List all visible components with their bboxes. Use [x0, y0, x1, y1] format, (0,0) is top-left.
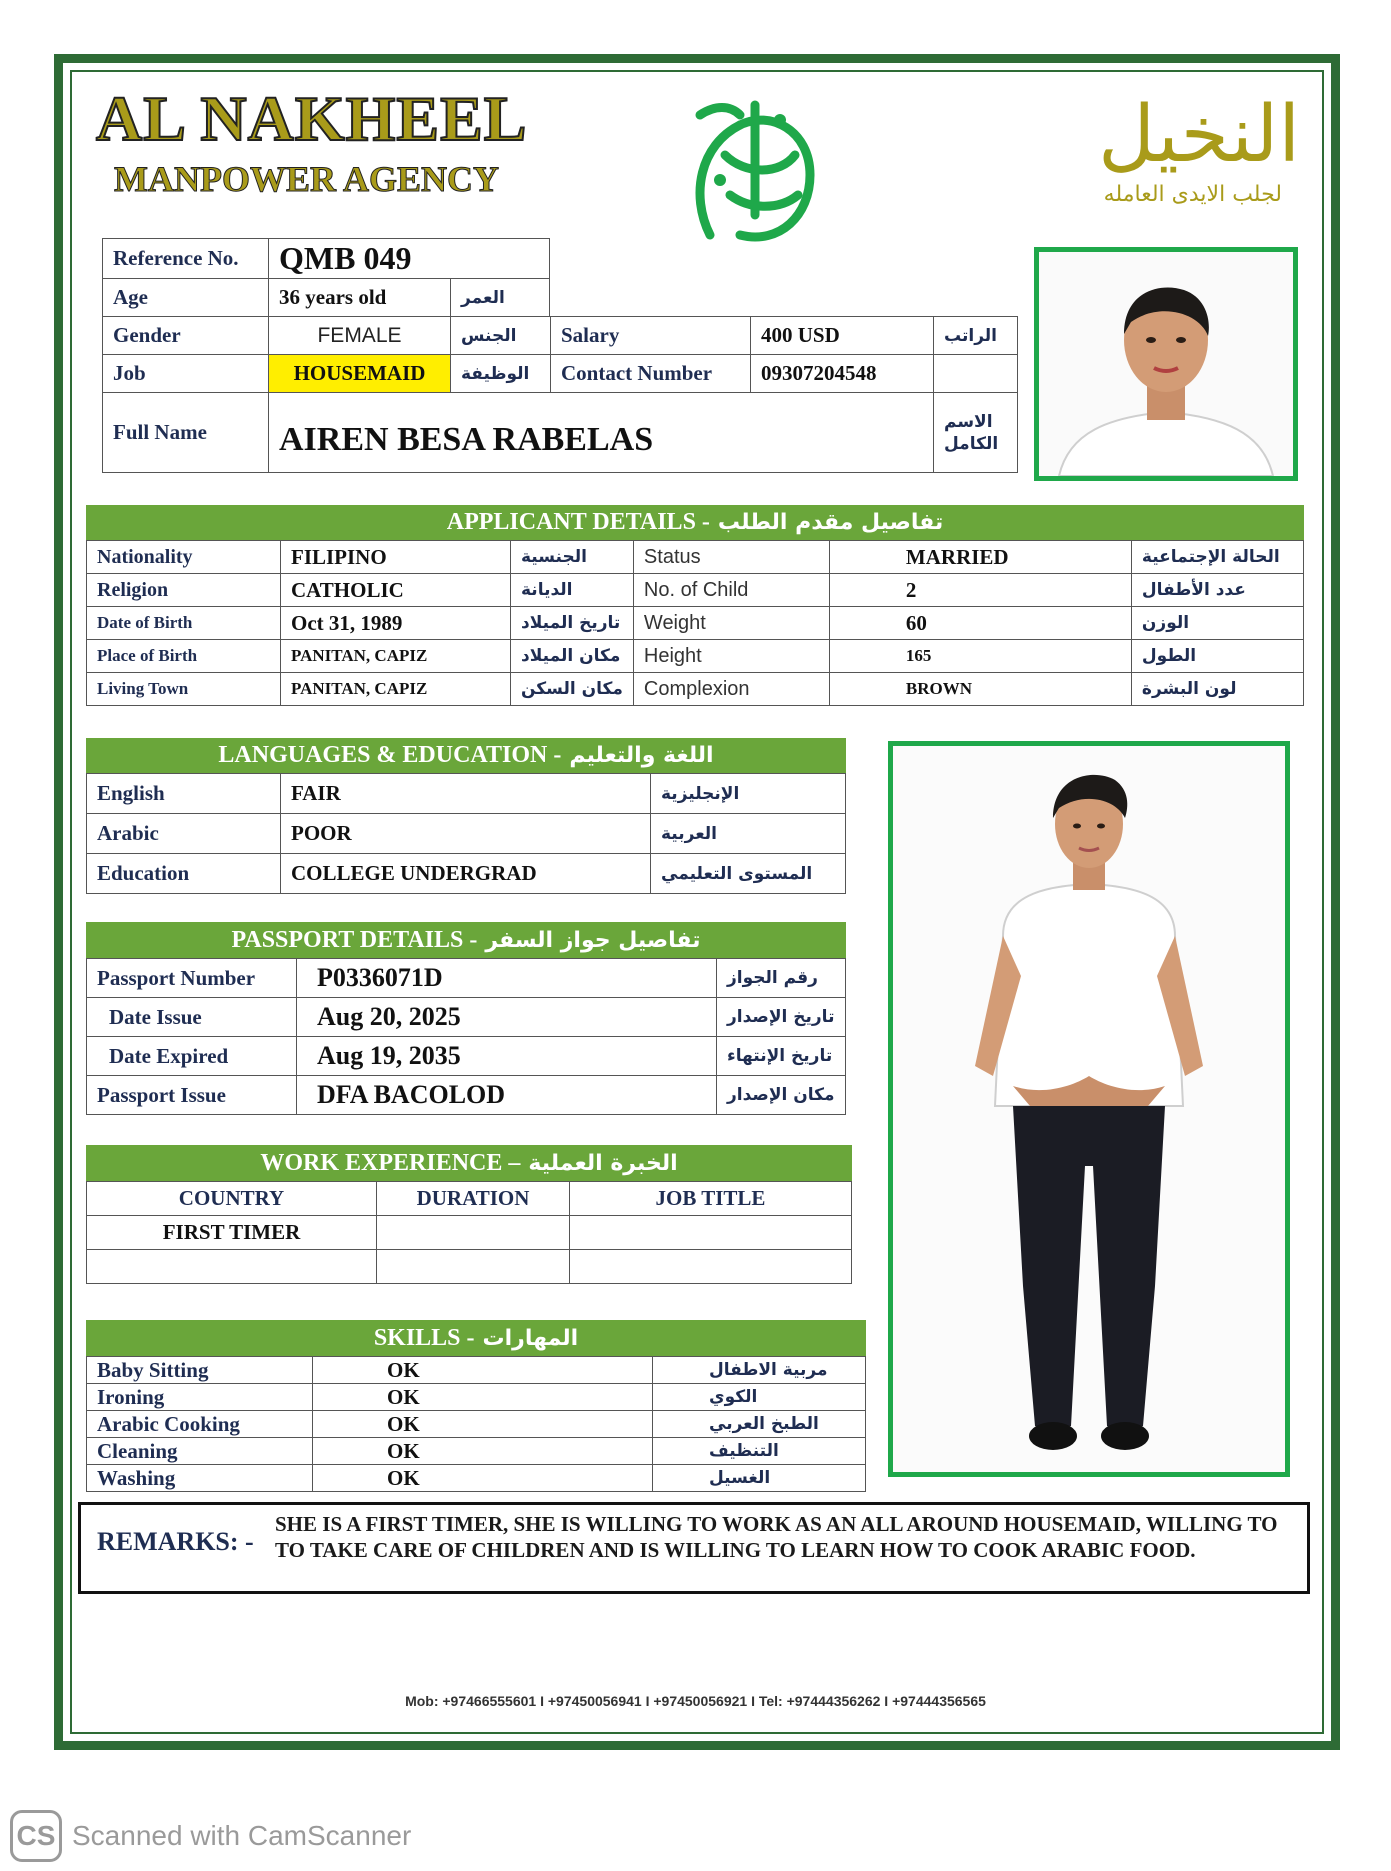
- passport-value: P0336071D: [297, 959, 717, 998]
- applicant-field2-label: Complexion: [633, 673, 829, 706]
- applicant-details-header: [86, 505, 1304, 540]
- contact-label: Contact Number: [551, 355, 751, 393]
- applicant-field2-label-ar: الوزن: [1131, 607, 1303, 640]
- work-col-country: COUNTRY: [87, 1182, 377, 1216]
- applicant-field-label-ar: الديانة: [511, 574, 634, 607]
- work-title-en: WORK EXPERIENCE –: [260, 1149, 521, 1176]
- language-label: English: [87, 774, 281, 814]
- skills-table: [86, 1356, 866, 1492]
- language-value: POOR: [281, 814, 651, 854]
- languages-table: [86, 773, 846, 894]
- applicant-field2-value: MARRIED: [829, 541, 1131, 574]
- passport-label: Passport Issue: [87, 1076, 297, 1115]
- applicant-field2-label: Weight: [633, 607, 829, 640]
- language-value: FAIR: [281, 774, 651, 814]
- applicant-field-label: Date of Birth: [87, 607, 281, 640]
- palm-calligraphy-logo: [670, 85, 840, 260]
- language-row: [87, 774, 846, 814]
- passport-value: Aug 20, 2025: [297, 998, 717, 1037]
- skill-value: OK: [313, 1465, 653, 1492]
- applicant-field-label-ar: مكان السكن: [511, 673, 634, 706]
- age-value: 36 years old: [269, 279, 451, 317]
- full-body-photo: [888, 741, 1290, 1477]
- work-col-jobtitle: JOB TITLE: [570, 1182, 852, 1216]
- skills-title-ar: المهارات: [482, 1325, 579, 1351]
- applicant-title-en: APPLICANT DETAILS -: [446, 509, 710, 535]
- contact-label-ar-empty: [934, 355, 1018, 393]
- applicant-row: [87, 541, 1304, 574]
- language-row: [87, 814, 846, 854]
- applicant-field2-label-ar: الحالة الإجتماعية: [1131, 541, 1303, 574]
- camscanner-badge: CS: [10, 1810, 62, 1862]
- passport-title-en: PASSPORT DETAILS -: [231, 926, 478, 953]
- work-row-country: FIRST TIMER: [87, 1216, 377, 1250]
- skill-label-ar: الطبخ العربي: [653, 1411, 866, 1438]
- passport-value: Aug 19, 2035: [297, 1037, 717, 1076]
- applicant-field2-value: 60: [829, 607, 1131, 640]
- reference-value: QMB 049: [269, 239, 550, 279]
- reference-table: [102, 238, 550, 317]
- applicant-field2-value: 165: [829, 640, 1131, 673]
- applicant-field-label: Place of Birth: [87, 640, 281, 673]
- salary-value: 400 USD: [751, 317, 934, 355]
- applicant-field-value: FILIPINO: [281, 541, 511, 574]
- skill-row: [87, 1438, 866, 1465]
- skill-label: Arabic Cooking: [87, 1411, 313, 1438]
- skill-value: OK: [313, 1411, 653, 1438]
- passport-table: [86, 958, 846, 1115]
- work-col-duration: DURATION: [377, 1182, 570, 1216]
- skill-label: Cleaning: [87, 1438, 313, 1465]
- camscanner-watermark: [10, 1810, 411, 1862]
- passport-row: [87, 1076, 846, 1115]
- work-header: [86, 1145, 852, 1181]
- age-label: Age: [103, 279, 269, 317]
- salary-label: Salary: [551, 317, 751, 355]
- skill-value: OK: [313, 1384, 653, 1411]
- passport-label-ar: رقم الجواز: [717, 959, 846, 998]
- job-label: Job: [103, 355, 269, 393]
- job-label-ar: الوظيفة: [451, 355, 551, 393]
- portrait-figure: [1039, 252, 1293, 476]
- applicant-row: [87, 607, 1304, 640]
- work-title-ar: الخبرة العملية: [528, 1150, 678, 1176]
- contact-footer: Mob: +97466555601 I +97450056941 I +97450056921 I Tel: +97444356262 I +97444356565: [405, 1693, 986, 1709]
- skill-row: [87, 1411, 866, 1438]
- work-empty-1: [87, 1250, 377, 1284]
- skill-row: [87, 1384, 866, 1411]
- applicant-field-value: Oct 31, 1989: [281, 607, 511, 640]
- contact-value: 09307204548: [751, 355, 934, 393]
- skill-value: OK: [313, 1357, 653, 1384]
- applicant-row: [87, 640, 1304, 673]
- passport-label-ar: مكان الإصدار: [717, 1076, 846, 1115]
- passport-header: [86, 922, 846, 958]
- skill-value: OK: [313, 1438, 653, 1465]
- language-label: Education: [87, 854, 281, 894]
- language-label: Arabic: [87, 814, 281, 854]
- gender-value: FEMALE: [269, 317, 451, 355]
- applicant-title-ar: تفاصيل مقدم الطلب: [717, 510, 944, 535]
- skill-row: [87, 1465, 866, 1492]
- passport-row: [87, 998, 846, 1037]
- languages-title-en: LANGUAGES & EDUCATION -: [218, 742, 562, 768]
- skill-label-ar: مربية الاطفال: [653, 1357, 866, 1384]
- applicant-field2-value: 2: [829, 574, 1131, 607]
- brand-name-en: AL NAKHEEL: [96, 83, 528, 154]
- skills-title-en: SKILLS -: [373, 1324, 475, 1351]
- fullname-value: AIREN BESA RABELAS: [269, 393, 934, 473]
- work-row-jobtitle: [570, 1216, 852, 1250]
- brand-subtitle-en: MANPOWER AGENCY: [114, 159, 499, 199]
- passport-label-ar: تاريخ الإصدار: [717, 998, 846, 1037]
- applicant-row: [87, 574, 1304, 607]
- brand-name-ar: النخيل: [1098, 90, 1300, 180]
- work-table: [86, 1181, 852, 1284]
- applicant-field-label: Religion: [87, 574, 281, 607]
- applicant-field2-label: No. of Child: [633, 574, 829, 607]
- work-empty-2: [377, 1250, 570, 1284]
- applicant-field-label: Living Town: [87, 673, 281, 706]
- brand-subtitle-ar: لجلب الايدى العامله: [1103, 182, 1282, 207]
- language-label-ar: الإنجليزية: [651, 774, 846, 814]
- skill-label: Ironing: [87, 1384, 313, 1411]
- passport-title-ar: تفاصيل جواز السفر: [485, 927, 701, 953]
- applicant-field-value: PANITAN, CAPIZ: [281, 640, 511, 673]
- remarks-text: SHE IS A FIRST TIMER, SHE IS WILLING TO WORK AS AN ALL AROUND HOUSEMAID, WILLING TO TO TAKE CARE OF CHILDREN AND IS WILLING TO LEARN HOW TO COOK ARABIC FOOD.: [275, 1512, 1278, 1562]
- reference-label: Reference No.: [103, 239, 269, 279]
- skill-label-ar: الكوي: [653, 1384, 866, 1411]
- applicant-field-value: PANITAN, CAPIZ: [281, 673, 511, 706]
- applicant-field2-label: Status: [633, 541, 829, 574]
- languages-title-ar: اللغة والتعليم: [569, 743, 714, 768]
- applicant-field2-value: BROWN: [829, 673, 1131, 706]
- job-value: HOUSEMAID: [269, 355, 451, 393]
- language-label-ar: العربية: [651, 814, 846, 854]
- age-label-ar: العمر: [451, 279, 550, 317]
- skill-row: [87, 1357, 866, 1384]
- applicant-field-label-ar: الجنسية: [511, 541, 634, 574]
- fullname-label-ar: الاسم الكامل: [934, 393, 1018, 473]
- gender-label: Gender: [103, 317, 269, 355]
- applicant-field2-label: Height: [633, 640, 829, 673]
- passport-label: Date Issue: [87, 998, 297, 1037]
- portrait-photo: [1034, 247, 1298, 481]
- passport-label: Passport Number: [87, 959, 297, 998]
- skills-header: [86, 1320, 866, 1356]
- passport-row: [87, 959, 846, 998]
- skill-label: Baby Sitting: [87, 1357, 313, 1384]
- personal-table: [102, 316, 1018, 473]
- language-label-ar: المستوى التعليمي: [651, 854, 846, 894]
- languages-header: [86, 738, 846, 773]
- language-value: COLLEGE UNDERGRAD: [281, 854, 651, 894]
- remarks-label: REMARKS: -: [97, 1527, 254, 1556]
- applicant-field2-label-ar: لون البشرة: [1131, 673, 1303, 706]
- skill-label-ar: التنظيف: [653, 1438, 866, 1465]
- applicant-field2-label-ar: عدد الأطفال: [1131, 574, 1303, 607]
- passport-value: DFA BACOLOD: [297, 1076, 717, 1115]
- camscanner-text: Scanned with CamScanner: [72, 1820, 412, 1851]
- applicant-row: [87, 673, 1304, 706]
- work-row-duration: [377, 1216, 570, 1250]
- gender-label-ar: الجنس: [451, 317, 551, 355]
- work-empty-3: [570, 1250, 852, 1284]
- salary-label-ar: الراتب: [934, 317, 1018, 355]
- remarks-box: [78, 1502, 1310, 1594]
- skill-label: Washing: [87, 1465, 313, 1492]
- full-body-figure: [893, 746, 1285, 1472]
- applicant-field-label-ar: تاريخ الميلاد: [511, 607, 634, 640]
- applicant-field-label-ar: مكان الميلاد: [511, 640, 634, 673]
- applicant-details-table: [86, 540, 1304, 706]
- fullname-label: Full Name: [103, 393, 269, 473]
- applicant-field-value: CATHOLIC: [281, 574, 511, 607]
- skill-label-ar: الغسيل: [653, 1465, 866, 1492]
- passport-label-ar: تاريخ الإنتهاء: [717, 1037, 846, 1076]
- applicant-field2-label-ar: الطول: [1131, 640, 1303, 673]
- applicant-field-label: Nationality: [87, 541, 281, 574]
- language-row: [87, 854, 846, 894]
- passport-label: Date Expired: [87, 1037, 297, 1076]
- passport-row: [87, 1037, 846, 1076]
